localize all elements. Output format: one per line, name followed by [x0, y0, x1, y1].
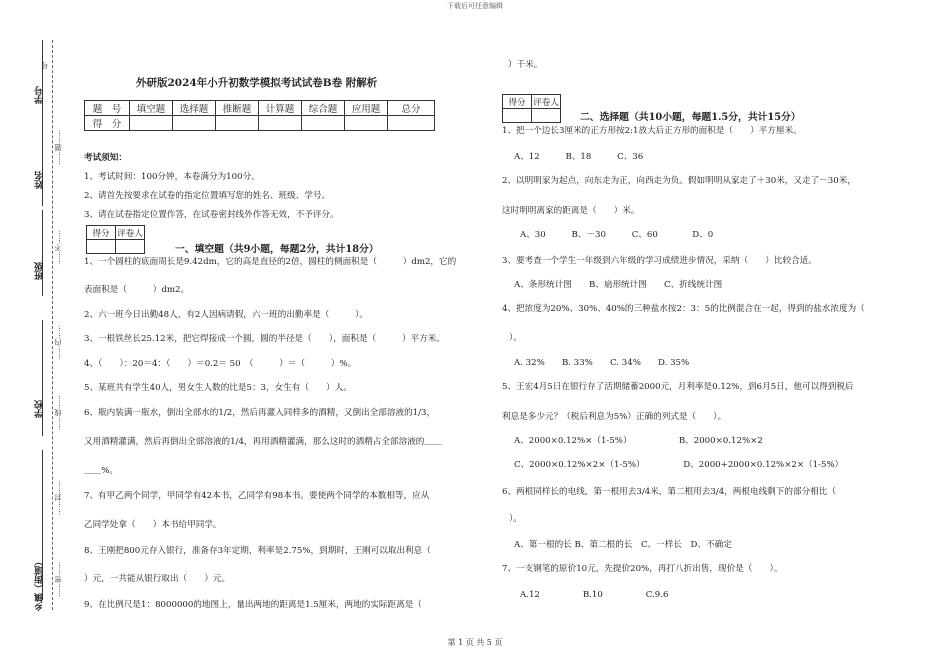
question-line: ）。: [509, 333, 522, 343]
scorer-label: 评卷人: [532, 95, 561, 109]
question-line: 8、王刚把800元存入银行，准备存3年定期，利率是2.75%，到期时，王刚可以取出利息（: [84, 546, 431, 556]
question-line: ）千米。: [508, 60, 543, 70]
blank-line: [42, 450, 43, 600]
question-line: 1、一个圆柱的底面周长是9.42dm，它的高是直径的2倍，圆柱的侧面积是（ ）dm2，它的: [84, 257, 457, 267]
question-line: 3、一根铁丝长25.12米，把它焊接成一个圆，圆的半径是（ ），面积是（ ）平方米。: [84, 334, 445, 344]
question-line: 3、要考查一个学生一年级到六年级的学习成绩进步情况，采纳（ ）比较合适。: [502, 256, 817, 266]
option-line: C、2000×0.12%×2×（1-5%） D、2000+2000×0.12%×2×（1-5%）: [514, 460, 844, 470]
question-line: 5、王宏4月5日在银行存了活期储蓄2000元，月利率是0.12%，到6月5日，他可以得到税后: [502, 382, 854, 392]
seal-mark: 号: [41, 62, 49, 69]
table-header-cell: 综合题: [302, 101, 345, 116]
header-note: 下载后可任意编辑: [447, 2, 503, 10]
question-line: 7、一支钢笔的原价10元，先提价20%，再打八折出售，现价是（ ）。: [502, 564, 783, 574]
seal-mark: ……不……: [54, 230, 62, 265]
table-row: [503, 95, 561, 109]
score-cell[interactable]: [173, 116, 216, 131]
page-title: 外研版2024年小升初数学模拟考试试卷B卷 附解析: [136, 77, 378, 89]
question-line: 2、六一班今日出勤48人，有2人因病请假，六一班的出勤率是（ ）。: [84, 310, 368, 320]
notice-item: 1、考试时间：100分钟，本卷满分为100分。: [84, 172, 260, 182]
table-row: [85, 101, 435, 116]
section-title: 一、填空题（共9小题，每题2分，共计18分）: [175, 244, 379, 255]
notice-item: 2、请首先按要求在试卷的指定位置填写您的姓名、班级、学号。: [84, 191, 331, 201]
table-row: [85, 116, 435, 131]
question-line: 又用酒精灌满，然后再倒出全部溶液的1/4，再用酒精灌满，那么这时的酒精占全部溶液的＿＿: [84, 437, 442, 447]
scorer-cell[interactable]: [116, 240, 145, 254]
table-header-cell: 推断题: [216, 101, 259, 116]
notice-item: 3、请在试卷指定位置作答，在试卷密封线外作答无效，不予评分。: [84, 210, 339, 220]
question-line: 利息是多少元？（税后利息为5%）正确的列式是（ ）。: [502, 412, 727, 422]
table-header-cell: 题 号: [85, 101, 130, 116]
option-line: A、30 B、－30 C、60 D、0: [520, 230, 714, 240]
label-class: 班级: [35, 262, 45, 280]
blank-line: [42, 320, 43, 436]
option-line: A. 32% B. 33% C. 34% D. 35%: [514, 358, 690, 368]
label-township: 乡镇（街道）: [35, 557, 45, 611]
blank-line: [42, 210, 43, 296]
question-line: 2、以明明家为起点，向东走为正，向西走为负。假如明明从家走了＋30米，又走了－30米，: [502, 176, 856, 186]
question-line: ＿＿%。: [84, 466, 118, 476]
score-cell[interactable]: [259, 116, 302, 131]
score-cell[interactable]: [302, 116, 345, 131]
question-line: 乙同学处拿（ ）本书给甲同学。: [84, 520, 222, 530]
blank-line: [42, 128, 43, 206]
score-cell[interactable]: [345, 116, 388, 131]
question-line: 4、把浓度为20%、30%、40%的三种盐水按2：3：5的比例混合在一起，得到的盐水浓度为（: [502, 304, 865, 314]
table-header-cell: 应用题: [345, 101, 388, 116]
question-line: 7、有甲乙两个同学，甲同学有42本书，乙同学有98本书。要使两个同学的本数相等，应从: [84, 491, 430, 501]
seal-mark: ……密……: [54, 562, 62, 597]
notice-heading: 考试须知：: [84, 153, 127, 163]
option-line: A、第一根的长 B、第二根的长 C、一样长 D、不确定: [514, 540, 732, 550]
table-row: [503, 109, 561, 123]
label-student-id: 学号: [35, 86, 45, 104]
option-line: A.12 B.10 C.9.6: [520, 590, 669, 600]
question-line: ）元，一共能从银行取出（ ）元。: [84, 574, 231, 584]
blank-line: [42, 40, 43, 128]
table-header-cell: 填空题: [130, 101, 173, 116]
question-line: 这时明明离家的距离是（ ）米。: [502, 206, 640, 216]
question-line: ）。: [509, 514, 522, 524]
table-row: [87, 240, 145, 254]
scorer-box: [502, 94, 561, 123]
score-row-label: 得 分: [85, 116, 130, 131]
option-line: A、12 B、18 C、36: [514, 152, 644, 162]
table-header-cell: 选择题: [173, 101, 216, 116]
question-line: 1、把一个边长3厘米的正方形按2:1放大后正方形的面积是（ ）平方厘米。: [502, 126, 802, 136]
question-line: 表面积是（ ）dm2。: [84, 285, 190, 295]
scorer-cell[interactable]: [503, 109, 532, 123]
scorer-cell[interactable]: [87, 240, 116, 254]
page-footer: 第 1 页 共 5 页: [447, 638, 503, 647]
seal-mark: ……线……: [54, 395, 62, 430]
option-line: A、条形统计图 B、扇形统计图 C、折线统计图: [514, 280, 723, 290]
question-line: 5、某班共有学生40人，男女生人数的比是5：3，女生有（ ）人。: [84, 383, 352, 393]
scorer-label: 得分: [87, 226, 116, 240]
question-line: 6、瓶内装满一瓶水，倒出全部水的1/2，然后再灌入同样多的酒精，又倒出全部溶液的1/3，: [84, 408, 436, 418]
label-name: 姓名: [35, 171, 45, 189]
table-row: [87, 226, 145, 240]
table-header-cell: 计算题: [259, 101, 302, 116]
seal-mark: ……题……: [54, 130, 62, 165]
scorer-label: 得分: [503, 95, 532, 109]
score-cell[interactable]: [130, 116, 173, 131]
table-header-cell: 总分: [388, 101, 435, 116]
question-line: 9、在比例尺是1：8000000的地图上，量出两地的距离是1.5厘米，两地的实际距离是（: [84, 600, 422, 610]
scorer-label: 评卷人: [116, 226, 145, 240]
scorer-cell[interactable]: [532, 109, 561, 123]
scorer-box: [86, 225, 145, 254]
seal-mark: ……封……: [54, 480, 62, 515]
seal-mark: ……内……: [54, 325, 62, 360]
score-cell[interactable]: [388, 116, 435, 131]
label-school: 学校: [35, 400, 45, 418]
question-line: 6、两根同样长的电线，第一根用去3/4米，第二根用去3/4，两根电线剩下的部分相比（: [502, 487, 836, 497]
section-title: 二、选择题（共10小题，每题1.5分，共计15分）: [580, 112, 801, 123]
option-line: A、2000×0.12%×（1-5%） B、2000×0.12%×2: [514, 436, 763, 446]
score-table: [84, 100, 435, 131]
score-cell[interactable]: [216, 116, 259, 131]
question-line: 4、（ ）：20＝4：（ ）＝0.2＝ 50 （ ）＝（ ）%。: [84, 359, 357, 369]
